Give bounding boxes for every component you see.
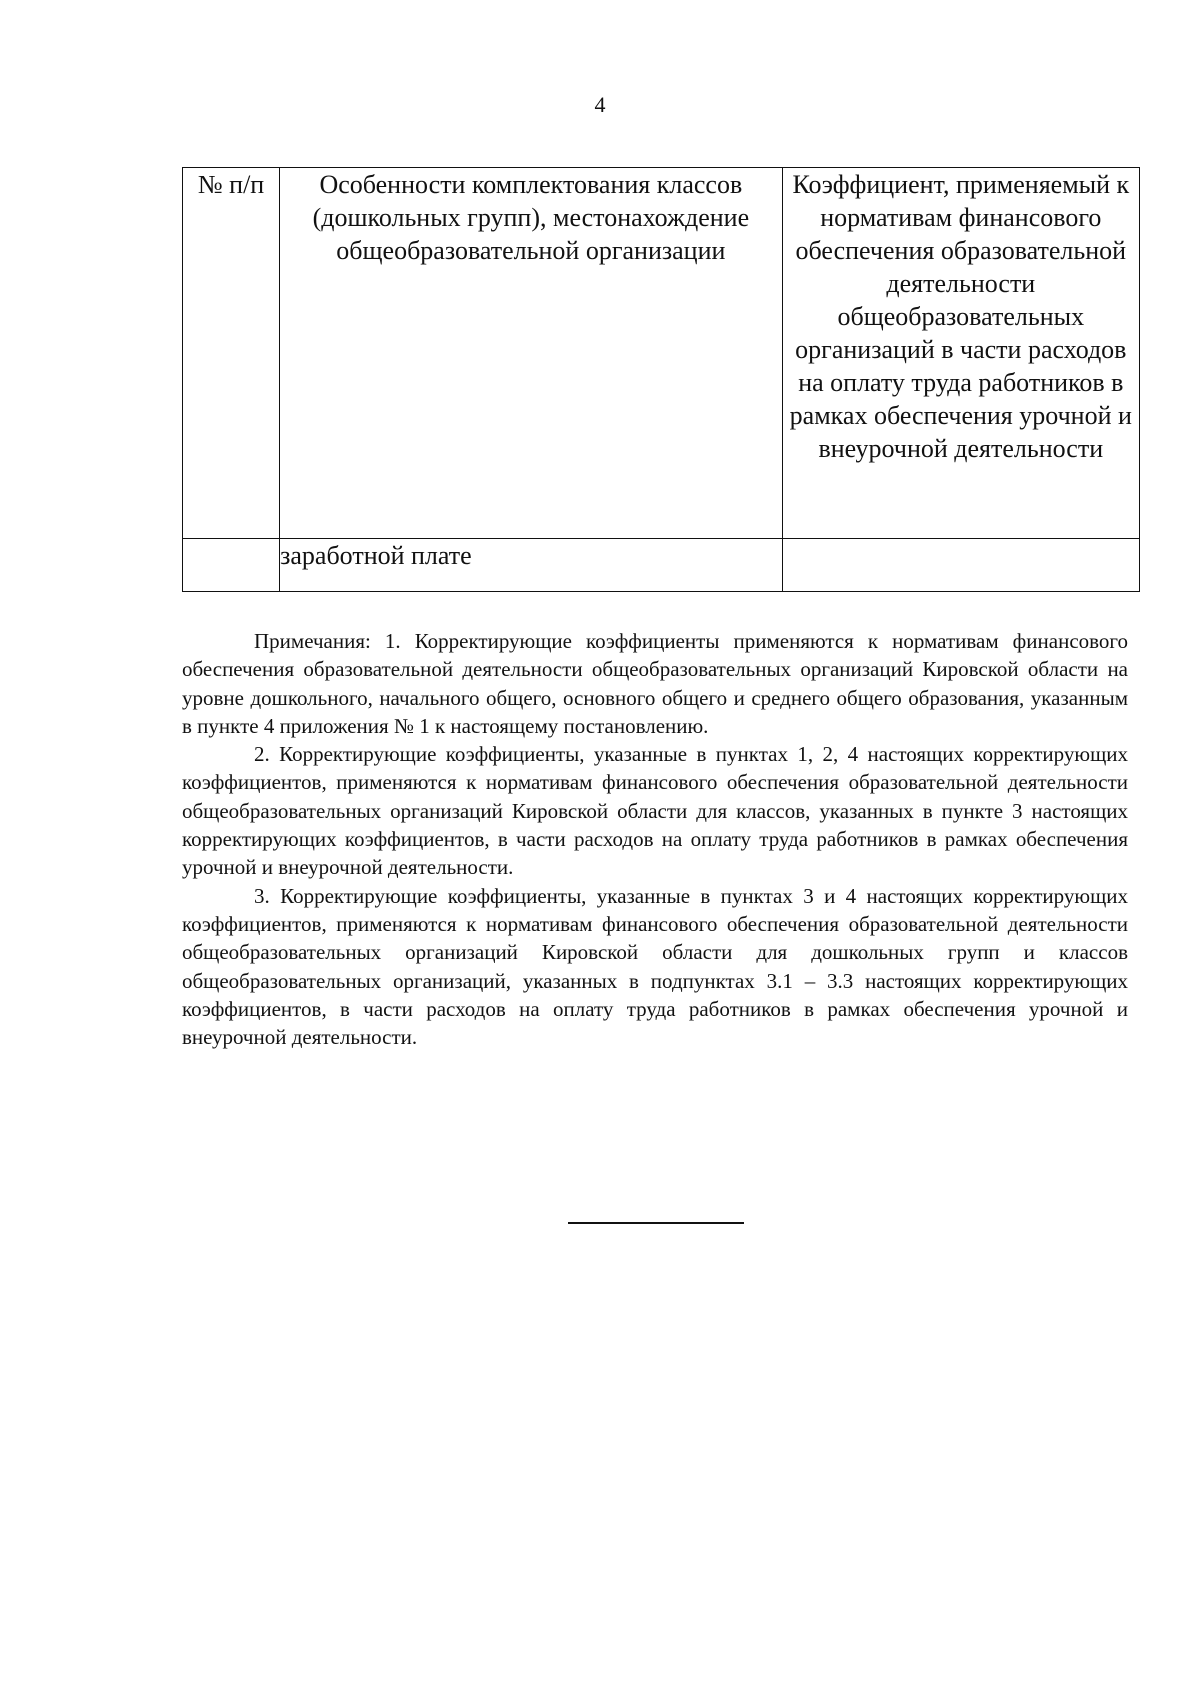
cell-features: заработной плате xyxy=(280,539,783,592)
table-row xyxy=(183,539,1140,592)
table-header-row xyxy=(183,168,1140,539)
cell-coefficient xyxy=(782,539,1139,592)
end-divider xyxy=(568,1222,744,1224)
note-2: 2. Корректирующие коэффициенты, указанные в пунктах 1, 2, 4 настоящих корректирующих коэффициентов, применяются к нормативам финансового обеспечения образовательной деятельности общеобразовательных организаций Кировской области для классов, указанных в пункте 3 настоящих корректирующих коэффициентов, в части расходов на оплату труда работников в рамках обеспечения урочной и внеурочной деятельности. xyxy=(182,742,1128,880)
note-1: Примечания: 1. Корректирующие коэффициенты применяются к нормативам финансового обеспечения образовательной деятельности общеобразовательных организаций Кировской области на уровне дошкольного, начального общего, основного общего и среднего общего образования, указанным в пункте 4 приложения № 1 к настоящему постановлению. xyxy=(182,629,1128,738)
note-3: 3. Корректирующие коэффициенты, указанные в пунктах 3 и 4 настоящих корректирующих коэффициентов, применяются к нормативам финансового обеспечения образовательной деятельности общеобразовательных организаций Кировской области для дошкольных групп и классов общеобразовательных организаций, указанных в подпунктах 3.1 – 3.3 настоящих корректирующих коэффициентов, в части расходов на оплату труда работников в рамках обеспечения урочной и внеурочной деятельности. xyxy=(182,883,1128,1050)
header-num: № п/п xyxy=(183,168,280,539)
notes-section xyxy=(182,627,1128,1051)
page-number: 4 xyxy=(594,92,606,117)
header-features: Особенности комплектования классов (дошкольных групп), местонахождение общеобразовательной организации xyxy=(280,168,783,539)
coefficients-table xyxy=(182,167,1140,592)
cell-num xyxy=(183,539,280,592)
header-coefficient: Коэффициент, применяемый к нормативам финансового обеспечения образовательной деятельности общеобразовательных организаций в части расходов на оплату труда работников в рамках обеспечения урочной и внеурочной деятельности xyxy=(782,168,1139,539)
